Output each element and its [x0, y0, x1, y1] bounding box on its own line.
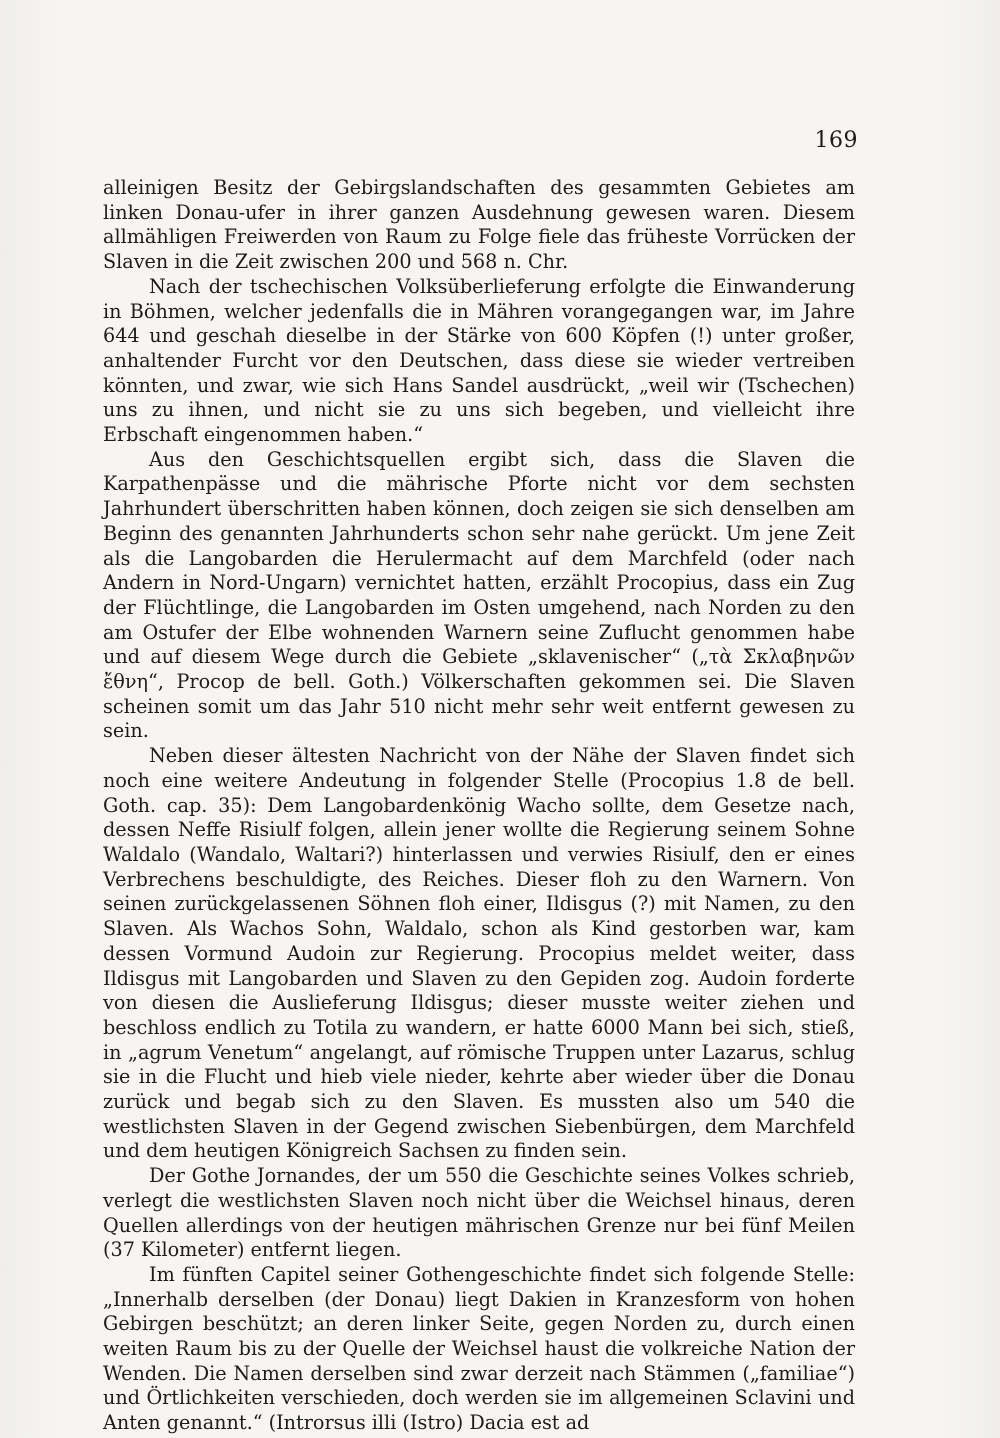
paragraph-6: Im fünften Capitel seiner Gothengeschichte findet sich folgende Stelle: „Innerhalb derselben (der Donau) liegt Dakien in Kranzesform von hohen Gebirgen beschützt; an deren linker Seite, gegen Norden zu, durch einen weiten Raum bis zu der Quelle der Weichsel haust die volkreiche Nation der Wenden. Die Namen derselben sind zwar derzeit nach Stämmen („familiae“) und Örtlichkeiten verschieden, doch werden sie im allgemeinen Sclavini und Anten genannt.“ (Introrsus illi (Istro) Dacia est ad [103, 1262, 855, 1435]
paragraph-1: alleinigen Besitz der Gebirgslandschaften des gesammten Gebietes am linken Donau-ufer in ihrer ganzen Ausdehnung gewesen waren. Diesem allmähligen Freiwerden von Raum zu Folge fiele das früheste Vorrücken der Slaven in die Zeit zwischen 200 und 568 n. Chr. [103, 176, 855, 274]
body-text [103, 176, 855, 1436]
paragraph-4: Neben dieser ältesten Nachricht von der Nähe der Slaven findet sich noch eine weitere Andeutung in folgender Stelle (Procopius 1.8 de bell. Goth. cap. 35): Dem Langobardenkönig Wacho sollte, dem Gesetze nach, dessen Neffe Risiulf folgen, allein jener wollte die Regierung seinem Sohne Waldalo (Wandalo, Waltari?) hinterlassen und verwies Risiulf, den er eines Verbrechens beschuldigte, des Reiches. Dieser floh zu den Warnern. Von seinen zurückgelassenen Söhnen floh einer, Ildisgus (?) mit Namen, zu den Slaven. Als Wachos Sohn, Waldalo, schon als Kind gestorben war, kam dessen Vormund Audoin zur Regierung. Procopius meldet weiter, dass Ildisgus mit Langobarden und Slaven zu den Gepiden zog. Audoin forderte von diesen die Auslieferung Ildisgus; dieser musste weiter ziehen und beschloss endlich zu Totila zu wandern, er hatte 6000 Mann bei sich, stieß, in „agrum Venetum“ angelangt, auf römische Truppen unter Lazarus, schlug sie in die Flucht und hieb viele nieder, kehrte aber wieder über die Donau zurück und begab sich zu den Slaven. Es mussten also um 540 die westlichsten Slaven in der Gegend zwischen Siebenbürgen, dem Marchfeld und dem heutigen Königreich Sachsen zu finden sein. [103, 744, 855, 1163]
paragraph-5: Der Gothe Jornandes, der um 550 die Geschichte seines Volkes schrieb, verlegt die westlichsten Slaven noch nicht über die Weichsel hinaus, deren Quellen allerdings von der heutigen mährischen Grenze nur bei fünf Meilen (37 Kilometer) entfernt liegen. [103, 1164, 855, 1262]
paragraph-2: Nach der tschechischen Volksüberlieferung erfolgte die Einwanderung in Böhmen, welcher jedenfalls die in Mähren vorangegangen war, im Jahre 644 und geschah dieselbe in der Stärke von 600 Köpfen (!) unter großer, anhaltender Furcht vor den Deutschen, dass diese sie wieder vertreiben könnten, und zwar, wie sich Hans Sandel ausdrückt, „weil wir (Tschechen) uns zu ihnen, und nicht sie zu uns sich begeben, und vielleicht ihre Erbschaft eingenommen haben.“ [103, 274, 855, 447]
page-number: 169 [814, 128, 858, 153]
paragraph-3: Aus den Geschichtsquellen ergibt sich, dass die Slaven die Karpathenpässe und die mährische Pforte nicht vor dem sechsten Jahrhundert überschritten haben können, doch zeigen sie sich denselben am Beginn des genannten Jahrhunderts schon sehr nahe gerückt. Um jene Zeit als die Langobarden die Herulermacht auf dem Marchfeld (oder nach Andern in Nord-Ungarn) vernichtet hatten, erzählt Procopius, dass ein Zug der Flüchtlinge, die Langobarden im Osten umgehend, nach Norden zu den am Ostufer der Elbe wohnenden Warnern seine Zuflucht genommen habe und auf diesem Wege durch die Gebiete „sklavenischer“ („τὰ Σκλαβηνῶν ἔθνη“, Procop de bell. Goth.) Völkerschaften gekommen sei. Die Slaven scheinen somit um das Jahr 510 nicht mehr sehr weit entfernt gewesen zu sein. [103, 447, 855, 743]
